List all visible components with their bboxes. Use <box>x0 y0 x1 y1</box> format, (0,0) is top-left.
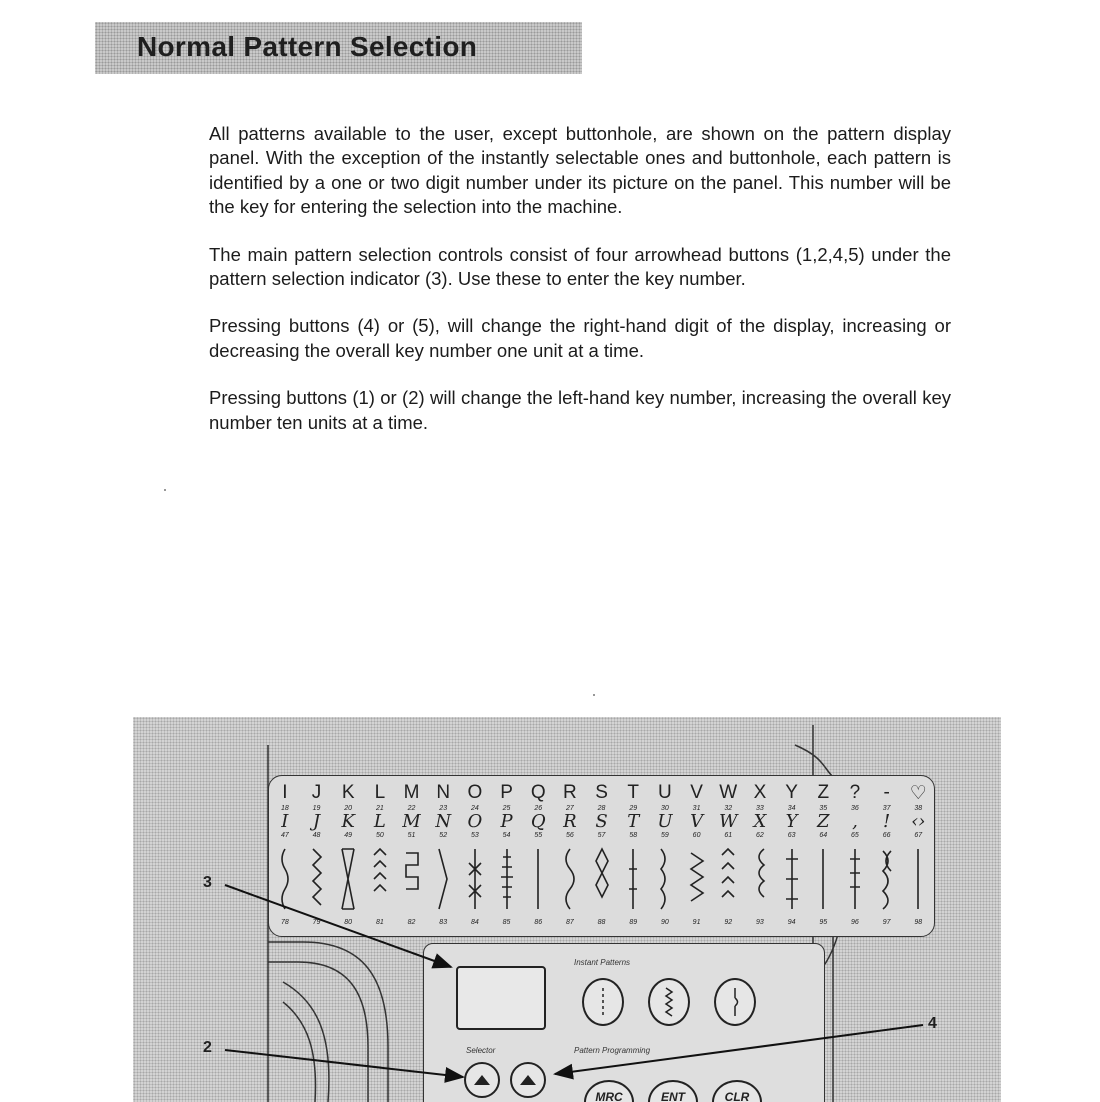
panel-script-letter: J <box>312 811 321 832</box>
pattern-number: 27 <box>565 805 574 812</box>
pattern-number: 78 <box>280 919 289 926</box>
pattern-number: 32 <box>724 805 733 812</box>
pattern-number: 59 <box>661 832 669 839</box>
panel-script-letter: V <box>690 811 704 832</box>
panel-script-letter: L <box>373 811 386 832</box>
panel-letter: ♡ <box>909 783 927 804</box>
pattern-number: 86 <box>534 919 543 926</box>
panel-script-letter: ! <box>882 811 891 832</box>
pattern-number: 52 <box>439 832 448 839</box>
panel-letter: J <box>311 782 322 803</box>
panel-script-letter: N <box>435 811 452 832</box>
panel-letter: Z <box>817 782 830 803</box>
pattern-number: 57 <box>597 832 606 839</box>
panel-letter: Q <box>530 782 546 803</box>
panel-script-letter: Y <box>785 811 798 832</box>
pattern-number: 79 <box>312 919 321 926</box>
panel-script-letter: W <box>718 811 738 832</box>
panel-letter: T <box>627 782 640 803</box>
pattern-number: 49 <box>344 832 353 839</box>
panel-script-letter: I <box>281 811 289 832</box>
pattern-programming-label: Pattern Programming <box>574 1046 651 1055</box>
panel-script-letter: U <box>657 811 673 832</box>
pattern-number: 98 <box>914 919 923 926</box>
paragraph: Pressing buttons (4) or (5), will change the right-hand digit of the display, increasing or decreasing the overall key number one unit at a time. <box>209 315 951 361</box>
pattern-number: 23 <box>439 805 448 812</box>
selector-label: Selector <box>466 1046 496 1055</box>
pattern-number: 91 <box>692 919 701 926</box>
panel-letter: - <box>883 782 890 803</box>
pattern-number: 30 <box>661 805 669 812</box>
pattern-number: 67 <box>914 832 923 839</box>
body-text <box>209 122 951 458</box>
pattern-number: 35 <box>819 805 828 812</box>
scan-speck <box>593 694 595 696</box>
panel-script-letter: T <box>627 811 640 832</box>
instant-patterns-label: Instant Patterns <box>574 958 631 967</box>
panel-letter: O <box>467 782 483 803</box>
pattern-number: 82 <box>407 919 416 926</box>
pattern-number: 29 <box>629 805 638 812</box>
pattern-number: 34 <box>787 805 796 812</box>
pattern-number: 81 <box>375 919 384 926</box>
pattern-number: 94 <box>787 919 796 926</box>
pattern-number: 33 <box>756 805 764 812</box>
clr-button[interactable]: CLR <box>712 1080 762 1102</box>
scan-speck <box>164 489 166 491</box>
pattern-number: 51 <box>407 832 416 839</box>
panel-letter: L <box>374 782 386 803</box>
pattern-number: 50 <box>375 832 384 839</box>
panel-letter: P <box>500 782 513 803</box>
pattern-number: 26 <box>534 805 543 812</box>
panel-letter: K <box>341 782 355 803</box>
panel-script-letter: M <box>402 811 421 832</box>
pattern-number: 85 <box>502 919 511 926</box>
pattern-number: 36 <box>851 805 859 812</box>
pattern-number: 95 <box>819 919 828 926</box>
callout-2: 2 <box>203 1039 212 1056</box>
panel-script-letter: ‹› <box>911 811 926 832</box>
pattern-number: 21 <box>375 805 384 812</box>
panel-letter: V <box>690 782 703 803</box>
pattern-number: 53 <box>470 832 479 839</box>
panel-script-letter: Q <box>530 811 546 832</box>
callout-3: 3 <box>203 874 212 891</box>
pattern-number: 37 <box>882 805 891 812</box>
panel-script-letter: R <box>563 811 577 832</box>
pattern-number: 88 <box>597 919 606 926</box>
panel-letter: X <box>753 782 767 803</box>
panel-script-letter: O <box>467 811 483 832</box>
panel-script-letter: K <box>341 811 355 832</box>
pattern-number: 48 <box>312 832 321 839</box>
pattern-number: 89 <box>629 919 638 926</box>
pattern-number: 58 <box>629 832 638 839</box>
pattern-number: 56 <box>565 832 574 839</box>
pattern-number: 90 <box>661 919 669 926</box>
pattern-number: 28 <box>597 805 606 812</box>
mrc-button[interactable]: MRC <box>584 1080 634 1102</box>
pattern-number: 96 <box>851 919 859 926</box>
pattern-number: 19 <box>312 805 321 812</box>
pattern-number: 24 <box>470 805 479 812</box>
panel-letter: ? <box>849 782 861 803</box>
pattern-number: 55 <box>534 832 543 839</box>
pattern-number: 38 <box>914 805 923 812</box>
pattern-number: 25 <box>502 805 511 812</box>
pattern-number: 93 <box>756 919 764 926</box>
pattern-number: 66 <box>882 832 891 839</box>
pattern-number: 54 <box>502 832 511 839</box>
panel-letter: U <box>658 782 672 803</box>
pattern-number: 84 <box>470 919 479 926</box>
pattern-number: 18 <box>280 805 289 812</box>
pattern-number: 60 <box>692 832 701 839</box>
panel-letter: R <box>563 782 577 803</box>
heading-band <box>95 22 582 74</box>
pattern-number: 62 <box>756 832 764 839</box>
pattern-number: 80 <box>344 919 353 926</box>
pattern-number: 63 <box>787 832 796 839</box>
pattern-number: 83 <box>439 919 448 926</box>
paragraph: Pressing buttons (1) or (2) will change the left-hand key number, increasing the overall key number ten units at a time. <box>209 387 951 433</box>
panel-script-letter: S <box>595 811 608 832</box>
panel-script-letter: X <box>753 811 767 832</box>
panel-script-letter: , <box>852 811 858 832</box>
page-title: Normal Pattern Selection <box>137 31 478 62</box>
paragraph: The main pattern selection controls consist of four arrowhead buttons (1,2,4,5) under the pattern selection indicator (3). Use these to enter the key number. <box>209 243 951 290</box>
pattern-number: 87 <box>565 919 574 926</box>
pattern-number: 22 <box>407 805 416 812</box>
panel-letter: S <box>595 782 608 803</box>
pattern-number: 47 <box>280 832 289 839</box>
pattern-number: 31 <box>692 805 701 812</box>
callout-lines <box>133 717 1001 1102</box>
panel-letter: Y <box>785 782 798 803</box>
paragraph: All patterns available to the user, except buttonhole, are shown on the pattern display panel. With the exception of the instantly selectable ones and buttonhole, each pattern is identified by a one or two digit number under its picture on the panel. This number will be the key for entering the selection into the machine. <box>209 123 951 218</box>
pattern-number: 65 <box>851 832 859 839</box>
pattern-number: 97 <box>882 919 891 926</box>
panel-letter: N <box>436 782 451 803</box>
pattern-number: 20 <box>344 805 353 812</box>
panel-letter: I <box>282 782 288 803</box>
pattern-panel-illustration <box>133 717 1001 1102</box>
ent-button[interactable]: ENT <box>648 1080 698 1102</box>
panel-letter: M <box>403 782 420 803</box>
callout-4: 4 <box>928 1015 937 1032</box>
panel-script-letter: Z <box>817 811 830 832</box>
panel-script-letter: P <box>500 811 513 832</box>
pattern-number: 61 <box>724 832 733 839</box>
pattern-number: 64 <box>819 832 828 839</box>
pattern-number: 92 <box>724 919 733 926</box>
panel-letter: W <box>719 782 738 803</box>
